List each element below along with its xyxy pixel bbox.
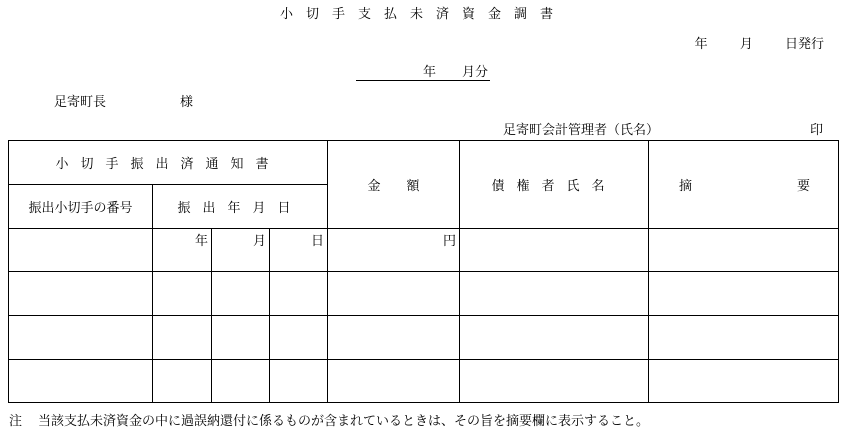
addressee <box>54 91 193 110</box>
seal-label: 印 <box>810 123 824 138</box>
issue-month-label: 月 <box>739 37 753 52</box>
cell-day: 日 <box>270 229 328 272</box>
issue-date-line <box>695 33 824 52</box>
issue-year-label: 年 <box>694 37 708 52</box>
cell-creditor <box>460 229 649 272</box>
treasurer-label: 足寄町会計管理者（氏名） <box>503 123 660 138</box>
issue-day-label: 日発行 <box>784 37 824 52</box>
addressee-honorific: 様 <box>180 95 194 110</box>
cell-month: 月 <box>212 229 270 272</box>
footnote <box>9 410 649 429</box>
col-check-number-header: 振出小切手の番号 <box>9 185 153 229</box>
note-text: 当該支払未済資金の中に過誤納還付に係るものが含まれているときは、その旨を摘要欄に表示すること。 <box>38 414 650 429</box>
period-line <box>356 61 490 81</box>
group-header-notice: 小切手振出済通知書 <box>9 141 328 185</box>
table-row <box>9 229 839 272</box>
page-title: 小切手支払未済資金調書 <box>279 7 566 22</box>
col-amount-header: 金 額 <box>328 141 460 229</box>
summary-char-1: 摘 <box>679 179 693 194</box>
report-table <box>8 140 839 403</box>
table-row <box>9 272 839 316</box>
col-issue-date-header: 振出年月日 <box>153 185 328 229</box>
cell-year: 年 <box>153 229 212 272</box>
note-mark: 注 <box>9 414 23 429</box>
table-row <box>9 360 839 403</box>
cell-summary <box>649 229 839 272</box>
col-creditor-header: 債権者氏名 <box>460 141 649 229</box>
col-summary-header <box>649 141 839 229</box>
cell-amount: 円 <box>328 229 460 272</box>
period-month-label: 月分 <box>461 65 488 80</box>
addressee-name: 足寄町長 <box>54 95 107 110</box>
period-year-label: 年 <box>422 65 436 80</box>
cell-check-number <box>9 229 153 272</box>
summary-char-2: 要 <box>796 179 810 194</box>
table-row <box>9 316 839 360</box>
